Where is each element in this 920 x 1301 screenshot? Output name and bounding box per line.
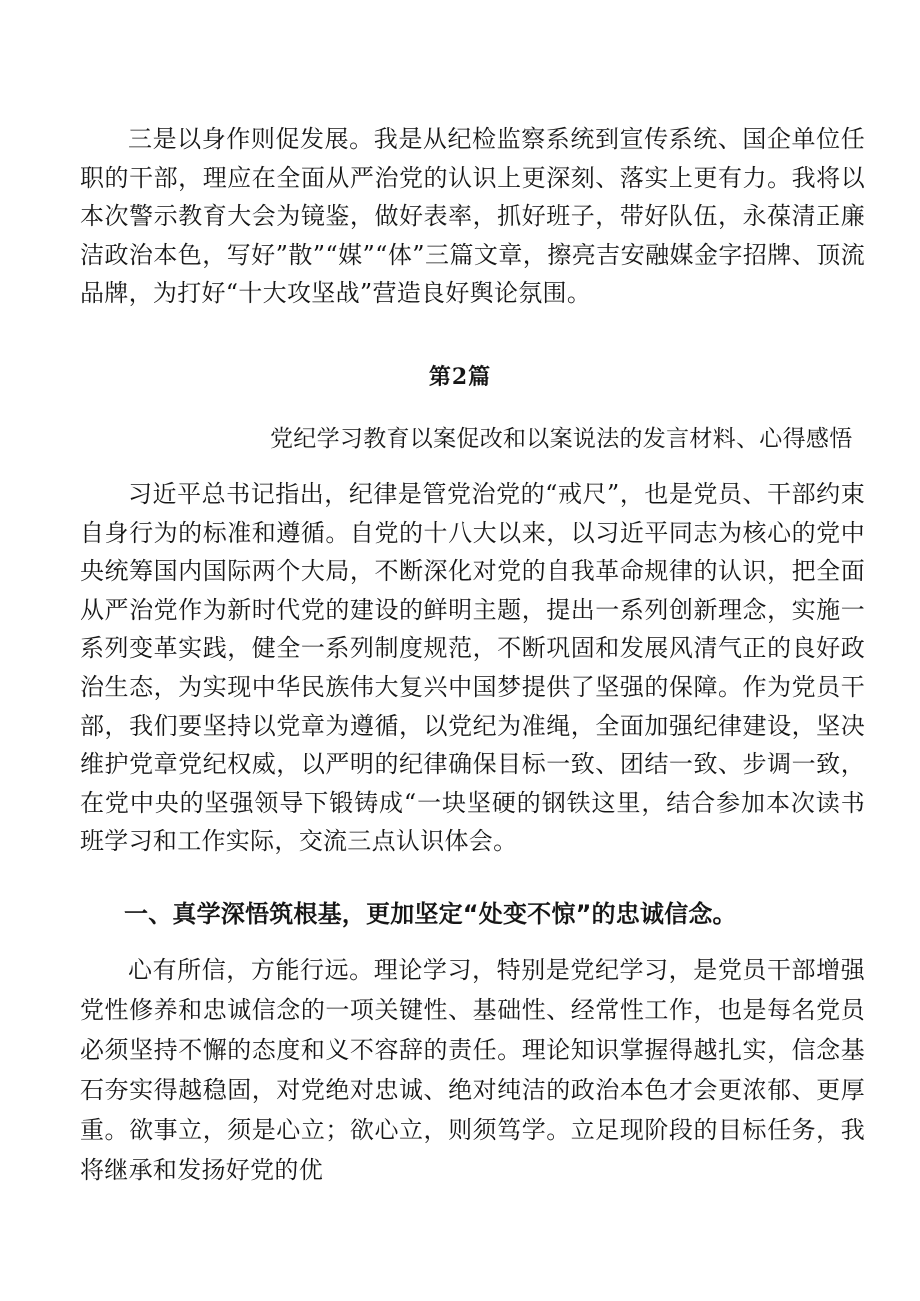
paragraph-faith: 心有所信，方能行远。理论学习，特别是党纪学习，是党员干部增强党性修养和忠诚信念的一项关键性、基础性、经常性工作，也是每名党员必须坚持不懈的态度和义不容辞的责任。理论知识掌握得越扎实，信念基石夯实得越稳固，对党绝对忠诚、绝对纯洁的政治本色才会更浓郁、更厚重。欲事立，须是心立；欲心立，则须笃学。立足现阶段的目标任务，我将继承和发扬好党的优 [80,956,865,1184]
section-label: 第2篇 [428,364,492,390]
paragraph-introduction: 习近平总书记指出，纪律是管党治党的“戒尺”，也是党员、干部约束自身行为的标准和遵循。自党的十八大以来，以习近平同志为核心的党中央统筹国内国际两个大局，不断深化对党的自我革命规律的认识，把全面从严治党作为新时代党的建设的鲜明主题，提出一系列创新理念，实施一系列变革实践，健全一系列制度规范，不断巩固和发展风清气正的良好政治生态，为实现中华民族伟大复兴中国梦提供了坚强的保障。作为党员干部，我们要坚持以党章为遵循，以党纪为准绳，全面加强纪律建设，坚决维护党章党纪权威，以严明的纪律确保目标一致、团结一致、步调一致，在党中央的坚强领导下锻铸成“一块坚硬的钢铁这里，结合参加本次读书班学习和工作实际，交流三点认识体会。 [80,480,865,856]
document-title: 党纪学习教育以案促改和以案说法的发言材料、心得感悟 [270,426,853,452]
section-heading-1: 一、真学深悟筑根基，更加坚定“处变不惊”的忠诚信念。 [124,900,737,928]
paragraph-self-discipline: 三是以身作则促发展。我是从纪检监察系统到宣传系统、国企单位任职的干部，理应在全面从严治党的认识上更深刻、落实上更有力。我将以本次警示教育大会为镜鉴，做好表率，抓好班子，带好队伍，永葆清正廉洁政治本色，写好”散”“媒”“体”三篇文章，擦亮吉安融媒金字招牌、顶流品牌，为打好“十大攻坚战”营造良好舆论氛围。 [80,125,865,308]
